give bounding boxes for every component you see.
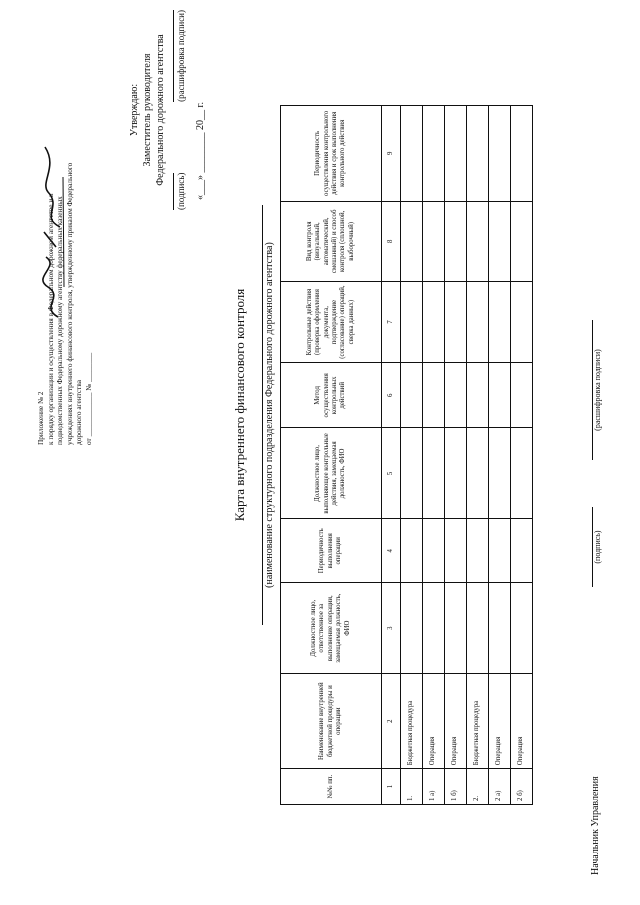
empty-cell xyxy=(511,281,533,362)
table-header: Периодичность осуществления контрольного действия и срок выполнения контрольного действия xyxy=(281,106,382,202)
table-row xyxy=(401,106,423,805)
empty-cell xyxy=(423,583,445,674)
appendix-line: к порядку организации и осуществления в Федеральном дорожном агентстве и в xyxy=(45,193,55,445)
approval-block xyxy=(128,10,207,210)
empty-cell xyxy=(511,363,533,428)
empty-cell xyxy=(511,106,533,202)
empty-cell xyxy=(467,106,489,202)
table-header: Наименование внутренней бюджетной процедуры и операции xyxy=(281,674,382,769)
row-number: 1. xyxy=(401,769,423,805)
row-number: 2 а) xyxy=(489,769,511,805)
handwritten-date-signature xyxy=(30,127,70,327)
empty-cell xyxy=(467,201,489,281)
footer-decode-label: (расшифровка подписи) xyxy=(592,320,602,460)
empty-cell xyxy=(423,519,445,583)
column-number: 1 xyxy=(382,769,401,805)
table-header: Периодичность выполнения операции xyxy=(281,519,382,583)
control-map-table xyxy=(280,105,533,805)
row-name: Бюджетная процедура xyxy=(401,674,423,769)
empty-cell xyxy=(401,106,423,202)
table-header: Вид контроля (визуальный, автоматический, смешанный) и способ контроля (сплошной, выборочный) xyxy=(281,201,382,281)
appendix-line: Приложение № 2 xyxy=(36,391,45,445)
column-number: 6 xyxy=(382,363,401,428)
approval-signature-line xyxy=(173,10,188,210)
document-title: Карта внутреннего финансового контроля xyxy=(232,288,247,522)
empty-cell xyxy=(445,106,467,202)
row-name: Операция xyxy=(511,674,533,769)
empty-cell xyxy=(445,363,467,428)
column-number: 3 xyxy=(382,583,401,674)
empty-cell xyxy=(445,281,467,362)
appendix-line: от ____________ № ________ xyxy=(83,352,93,445)
appendix-line: подведомственных Федеральному дорожному агентству федеральных казенных xyxy=(55,196,65,445)
footer-position: Начальник Управления xyxy=(590,776,601,875)
empty-cell xyxy=(401,583,423,674)
signature-label: (подпись) xyxy=(173,173,188,210)
appendix-line: дорожного агентства xyxy=(74,380,84,445)
approval-organization: Федерального дорожного агентства xyxy=(155,34,166,186)
empty-cell xyxy=(489,519,511,583)
empty-cell xyxy=(445,583,467,674)
empty-cell xyxy=(489,428,511,519)
table-header: Должностное лицо, ответственное за выполнение операции, замещаемая должность, ФИО xyxy=(281,583,382,674)
column-number: 2 xyxy=(382,674,401,769)
empty-cell xyxy=(489,106,511,202)
empty-cell xyxy=(489,201,511,281)
empty-cell xyxy=(467,363,489,428)
empty-cell xyxy=(511,583,533,674)
column-number: 5 xyxy=(382,428,401,519)
empty-cell xyxy=(423,428,445,519)
column-number: 4 xyxy=(382,519,401,583)
table-header: №№ пп. xyxy=(281,769,382,805)
empty-cell xyxy=(489,281,511,362)
empty-cell xyxy=(511,519,533,583)
table-row xyxy=(489,106,511,805)
row-number: 2. xyxy=(467,769,489,805)
table-number-row xyxy=(382,106,401,805)
row-number: 2 б) xyxy=(511,769,533,805)
appendix-line: учреждениях внутреннего финансового контроля, утвержденному приказом Федерального xyxy=(64,162,74,445)
approval-position: Заместитель руководителя xyxy=(142,53,153,167)
empty-cell xyxy=(445,519,467,583)
empty-cell xyxy=(467,281,489,362)
table-header: Метод осуществления контрольных действий xyxy=(281,363,382,428)
approval-heading: Утверждаю: xyxy=(129,83,140,137)
table-header: Контрольные действия (проверка оформления документа, подтверждение (согласование) операций, сверка данных) xyxy=(281,281,382,362)
structural-unit-caption: (наименование структурного подразделения Федерального дорожного агентства) xyxy=(262,205,275,625)
empty-cell xyxy=(401,363,423,428)
column-number: 9 xyxy=(382,106,401,202)
approval-date: «___» ________ 20__ г. xyxy=(195,102,206,200)
row-name: Операция xyxy=(445,674,467,769)
row-name: Бюджетная процедура xyxy=(467,674,489,769)
table-row xyxy=(423,106,445,805)
empty-cell xyxy=(489,363,511,428)
row-number: 1 б) xyxy=(445,769,467,805)
empty-cell xyxy=(401,281,423,362)
row-name: Операция xyxy=(423,674,445,769)
empty-cell xyxy=(511,428,533,519)
row-name: Операция xyxy=(489,674,511,769)
decode-label: (расшифровка подписи) xyxy=(173,10,188,102)
empty-cell xyxy=(511,201,533,281)
table-row xyxy=(511,106,533,805)
table-header: Должностное лицо, выполняющее контрольные действия, замещаемая должность, ФИО xyxy=(281,428,382,519)
empty-cell xyxy=(445,428,467,519)
empty-cell xyxy=(445,201,467,281)
row-number: 1 а) xyxy=(423,769,445,805)
empty-cell xyxy=(423,106,445,202)
empty-cell xyxy=(467,428,489,519)
column-number: 7 xyxy=(382,281,401,362)
empty-cell xyxy=(401,201,423,281)
empty-cell xyxy=(467,583,489,674)
empty-cell xyxy=(423,363,445,428)
empty-cell xyxy=(401,519,423,583)
empty-cell xyxy=(423,201,445,281)
empty-cell xyxy=(401,428,423,519)
empty-cell xyxy=(423,281,445,362)
table-row xyxy=(445,106,467,805)
table-row xyxy=(467,106,489,805)
empty-cell xyxy=(489,583,511,674)
column-number: 8 xyxy=(382,201,401,281)
empty-cell xyxy=(467,519,489,583)
table-header-row xyxy=(281,106,382,805)
footer-signature-label: (подпись) xyxy=(592,507,602,587)
